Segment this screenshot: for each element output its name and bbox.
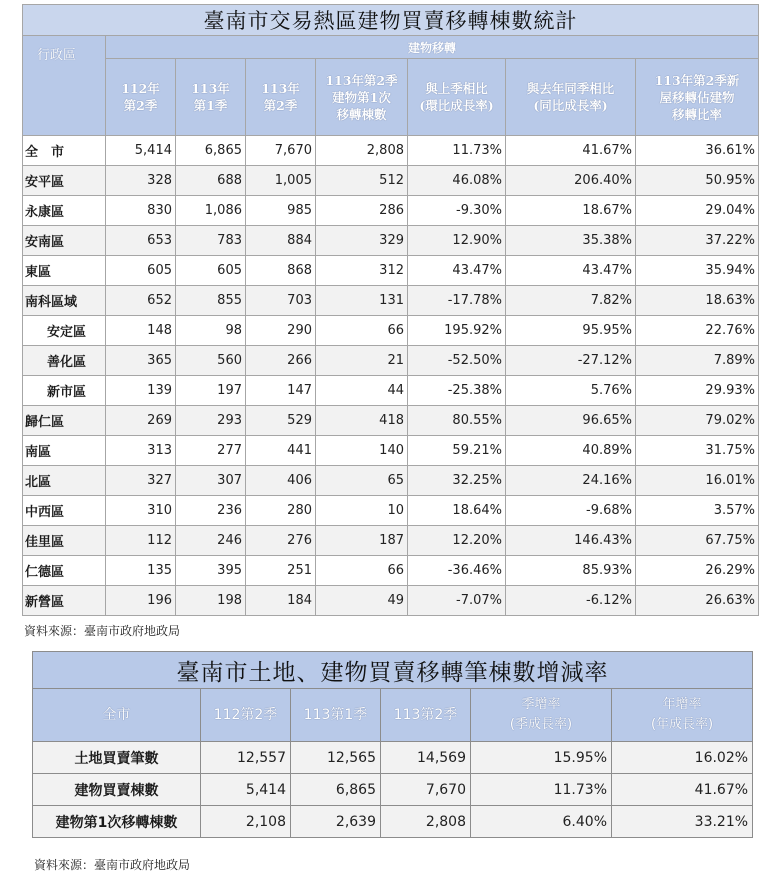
table-row	[23, 286, 759, 316]
table-cell: 50.95%	[636, 166, 759, 196]
table2-column-header: 113第2季	[381, 689, 471, 742]
table-cell: 31.75%	[636, 436, 759, 466]
table-cell: 280	[246, 496, 316, 526]
region-name: 中西區	[23, 496, 106, 526]
table-row	[33, 774, 753, 806]
table-row	[23, 586, 759, 616]
table-cell: 35.94%	[636, 256, 759, 286]
table1-column-header: 113年 第1季	[176, 59, 246, 136]
table-cell: 37.22%	[636, 226, 759, 256]
table-cell: 293	[176, 406, 246, 436]
table-cell: 310	[106, 496, 176, 526]
table-cell: 21	[316, 346, 408, 376]
table-cell: 2,808	[381, 806, 471, 838]
table-cell: 251	[246, 556, 316, 586]
table-cell: 24.16%	[506, 466, 636, 496]
table-cell: 65	[316, 466, 408, 496]
table-cell: 3.57%	[636, 496, 759, 526]
table-cell: 328	[106, 166, 176, 196]
table-cell: 18.67%	[506, 196, 636, 226]
table-row	[23, 346, 759, 376]
table-cell: 18.63%	[636, 286, 759, 316]
table-cell: 7,670	[246, 136, 316, 166]
table-cell: 80.55%	[408, 406, 506, 436]
table-cell: 1,005	[246, 166, 316, 196]
table-cell: 98	[176, 316, 246, 346]
table-cell: 307	[176, 466, 246, 496]
table-cell: 6.40%	[471, 806, 612, 838]
table1-column-header: 與上季相比 (環比成長率)	[408, 59, 506, 136]
table-cell: 12,557	[201, 742, 291, 774]
table-cell: -36.46%	[408, 556, 506, 586]
table-cell: 135	[106, 556, 176, 586]
table-cell: 5,414	[106, 136, 176, 166]
table-cell: 312	[316, 256, 408, 286]
table-cell: 35.38%	[506, 226, 636, 256]
table1-source: 資料來源：臺南市政府地政局	[24, 624, 181, 638]
table-cell: 16.01%	[636, 466, 759, 496]
table-cell: 703	[246, 286, 316, 316]
table-cell: 41.67%	[612, 774, 753, 806]
table-cell: 36.61%	[636, 136, 759, 166]
table-cell: 5,414	[201, 774, 291, 806]
table-cell: 12.90%	[408, 226, 506, 256]
table1-column-header: 112年 第2季	[106, 59, 176, 136]
table-cell: -6.12%	[506, 586, 636, 616]
table-row	[23, 376, 759, 406]
table-cell: 11.73%	[471, 774, 612, 806]
table-cell: 148	[106, 316, 176, 346]
table-cell: 195.92%	[408, 316, 506, 346]
table2-title: 臺南市土地、建物買賣移轉筆棟數增減率	[33, 652, 753, 689]
table-cell: 266	[246, 346, 316, 376]
table-cell: 5.76%	[506, 376, 636, 406]
table-cell: 139	[106, 376, 176, 406]
table-cell: 197	[176, 376, 246, 406]
table2-column-header: 112第2季	[201, 689, 291, 742]
table-cell: 66	[316, 556, 408, 586]
region-name: 安平區	[23, 166, 106, 196]
table-cell: 26.63%	[636, 586, 759, 616]
region-name: 永康區	[23, 196, 106, 226]
table-cell: 49	[316, 586, 408, 616]
table-cell: 246	[176, 526, 246, 556]
table-cell: 605	[176, 256, 246, 286]
table-cell: 11.73%	[408, 136, 506, 166]
region-header: 行政區	[23, 36, 106, 136]
table-cell: 15.95%	[471, 742, 612, 774]
table-cell: 41.67%	[506, 136, 636, 166]
table-cell: 6,865	[176, 136, 246, 166]
table-cell: 327	[106, 466, 176, 496]
region-name: 北區	[23, 466, 106, 496]
table-cell: 313	[106, 436, 176, 466]
table-cell: 22.76%	[636, 316, 759, 346]
table-row	[33, 742, 753, 774]
table-cell: 66	[316, 316, 408, 346]
table-cell: 146.43%	[506, 526, 636, 556]
table-cell: 206.40%	[506, 166, 636, 196]
table-cell: 653	[106, 226, 176, 256]
table-cell: 441	[246, 436, 316, 466]
table-cell: 276	[246, 526, 316, 556]
table-row	[33, 806, 753, 838]
table-cell: 652	[106, 286, 176, 316]
table-row	[23, 316, 759, 346]
region-name: 安定區	[23, 316, 106, 346]
table-cell: 79.02%	[636, 406, 759, 436]
table2-column-header: 季增率 (季成長率)	[471, 689, 612, 742]
table-cell: 43.47%	[506, 256, 636, 286]
table-cell: 1,086	[176, 196, 246, 226]
table-row	[23, 436, 759, 466]
region-name: 新營區	[23, 586, 106, 616]
table-cell: 855	[176, 286, 246, 316]
table-cell: 33.21%	[612, 806, 753, 838]
table-row	[23, 196, 759, 226]
land-building-change-table	[32, 651, 753, 838]
table-cell: 32.25%	[408, 466, 506, 496]
table-cell: 46.08%	[408, 166, 506, 196]
table-row	[23, 526, 759, 556]
table-cell: 290	[246, 316, 316, 346]
table-cell: 365	[106, 346, 176, 376]
table-cell: 12,565	[291, 742, 381, 774]
table-cell: 7,670	[381, 774, 471, 806]
table-cell: 2,639	[291, 806, 381, 838]
table-cell: 95.95%	[506, 316, 636, 346]
table-cell: 605	[106, 256, 176, 286]
region-name: 善化區	[23, 346, 106, 376]
table-cell: 85.93%	[506, 556, 636, 586]
table1-column-header: 與去年同季相比 (同比成長率)	[506, 59, 636, 136]
row-label: 土地買賣筆數	[33, 742, 201, 774]
table-cell: 198	[176, 586, 246, 616]
building-transfer-table	[22, 4, 759, 616]
table-cell: 529	[246, 406, 316, 436]
table-cell: 196	[106, 586, 176, 616]
table-cell: 40.89%	[506, 436, 636, 466]
region-name: 安南區	[23, 226, 106, 256]
building-transfer-group-header: 建物移轉	[106, 36, 759, 59]
table-cell: -17.78%	[408, 286, 506, 316]
table1-column-header: 113年 第2季	[246, 59, 316, 136]
table-cell: 96.65%	[506, 406, 636, 436]
table-cell: 7.82%	[506, 286, 636, 316]
table2-source: 資料來源：臺南市政府地政局	[34, 858, 191, 872]
table-cell: 187	[316, 526, 408, 556]
table-cell: 884	[246, 226, 316, 256]
table-cell: 147	[246, 376, 316, 406]
table-cell: 286	[316, 196, 408, 226]
table-row	[23, 496, 759, 526]
table-cell: 44	[316, 376, 408, 406]
table-cell: 830	[106, 196, 176, 226]
table-cell: 512	[316, 166, 408, 196]
table-cell: 43.47%	[408, 256, 506, 286]
table-cell: 184	[246, 586, 316, 616]
table-cell: 12.20%	[408, 526, 506, 556]
table-cell: 131	[316, 286, 408, 316]
table-cell: 269	[106, 406, 176, 436]
table-cell: 7.89%	[636, 346, 759, 376]
table-row	[23, 166, 759, 196]
table-cell: 2,808	[316, 136, 408, 166]
table-cell: 329	[316, 226, 408, 256]
table-cell: 868	[246, 256, 316, 286]
region-name: 南科區域	[23, 286, 106, 316]
table2-column-header: 年增率 (年成長率)	[612, 689, 753, 742]
table-cell: 26.29%	[636, 556, 759, 586]
table-cell: 6,865	[291, 774, 381, 806]
region-name: 仁德區	[23, 556, 106, 586]
table2-column-header: 113第1季	[291, 689, 381, 742]
table1-title: 臺南市交易熱區建物買賣移轉棟數統計	[23, 5, 759, 36]
table-cell: 985	[246, 196, 316, 226]
region-name: 東區	[23, 256, 106, 286]
table-cell: -9.68%	[506, 496, 636, 526]
table-cell: 59.21%	[408, 436, 506, 466]
table-cell: 29.93%	[636, 376, 759, 406]
region-name: 佳里區	[23, 526, 106, 556]
table-cell: 16.02%	[612, 742, 753, 774]
table-row	[23, 226, 759, 256]
table1-column-header: 113年第2季新 屋移轉佔建物 移轉比率	[636, 59, 759, 136]
table-cell: 688	[176, 166, 246, 196]
table-row	[23, 406, 759, 436]
table-cell: 2,108	[201, 806, 291, 838]
table-cell: 112	[106, 526, 176, 556]
table-cell: -52.50%	[408, 346, 506, 376]
table-row	[23, 556, 759, 586]
table-cell: -7.07%	[408, 586, 506, 616]
region-name: 新市區	[23, 376, 106, 406]
table-cell: 29.04%	[636, 196, 759, 226]
region-name: 歸仁區	[23, 406, 106, 436]
table-cell: -27.12%	[506, 346, 636, 376]
table-cell: 10	[316, 496, 408, 526]
table-cell: 406	[246, 466, 316, 496]
table-cell: 560	[176, 346, 246, 376]
table1-column-header: 113年第2季 建物第1次 移轉棟數	[316, 59, 408, 136]
table-row	[23, 136, 759, 166]
table-cell: -9.30%	[408, 196, 506, 226]
table-row	[23, 256, 759, 286]
table-cell: 395	[176, 556, 246, 586]
table-cell: 236	[176, 496, 246, 526]
row-label: 建物買賣棟數	[33, 774, 201, 806]
table-cell: 418	[316, 406, 408, 436]
table-cell: -25.38%	[408, 376, 506, 406]
table-cell: 140	[316, 436, 408, 466]
table-cell: 14,569	[381, 742, 471, 774]
table-cell: 277	[176, 436, 246, 466]
table-cell: 18.64%	[408, 496, 506, 526]
row-label: 建物第1次移轉棟數	[33, 806, 201, 838]
table-cell: 783	[176, 226, 246, 256]
table-row	[23, 466, 759, 496]
table2-column-header: 全市	[33, 689, 201, 742]
region-name: 南區	[23, 436, 106, 466]
region-name: 全 市	[23, 136, 106, 166]
table-cell: 67.75%	[636, 526, 759, 556]
